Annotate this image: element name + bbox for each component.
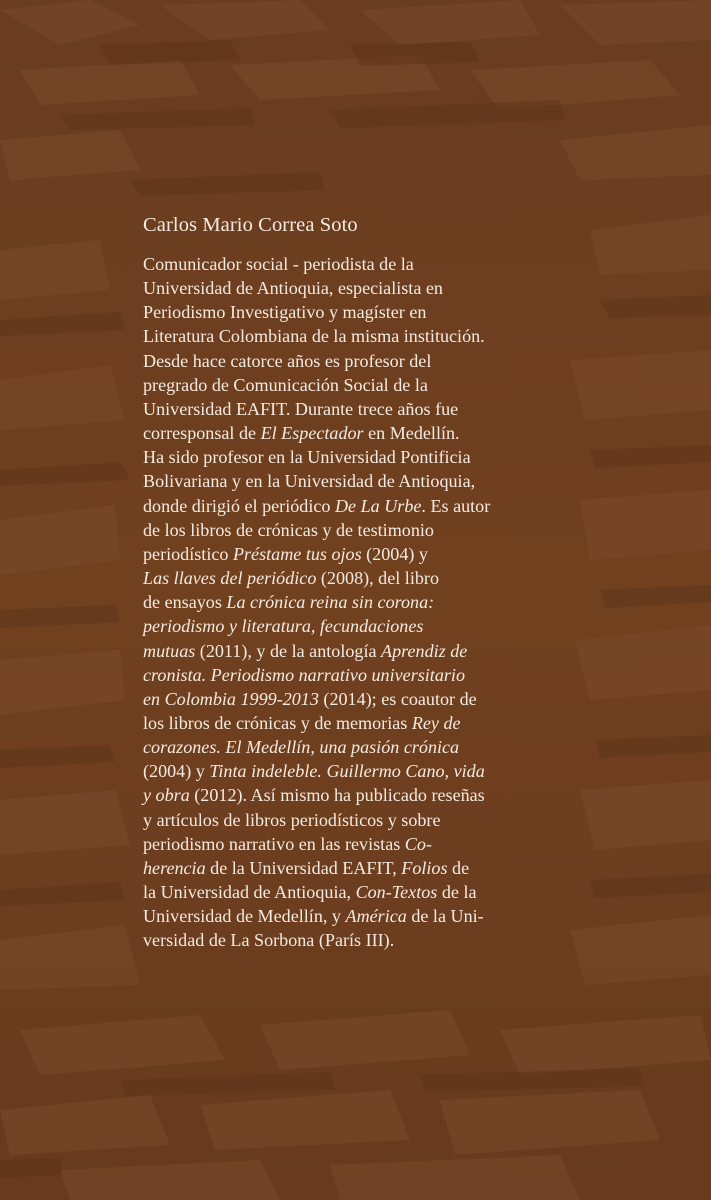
bio-italic-title: Rey de	[411, 712, 461, 733]
bio-text: (2008), del libro	[316, 568, 439, 589]
bio-italic-title: La crónica reina sin corona:	[226, 592, 435, 613]
bio-italic-title: y obra	[143, 785, 190, 806]
bio-text: de ensayos	[143, 592, 227, 613]
bio-line	[143, 590, 543, 614]
bio-line	[143, 735, 543, 759]
bio-text: Universidad EAFIT. Durante trece años fue	[143, 398, 459, 419]
bio-text: corresponsal de	[143, 423, 261, 444]
bio-line	[143, 445, 543, 469]
bio-italic-title: corazones. El Medellín, una pasión crónica	[143, 737, 460, 758]
bio-text: en Medellín.	[363, 423, 460, 444]
author-biography	[143, 252, 543, 953]
bio-text: (2012). Así mismo ha publicado reseñas	[189, 785, 485, 806]
bio-italic-title: Tinta indeleble. Guillermo Cano, vida	[209, 761, 485, 782]
bio-text: . Es autor	[421, 495, 491, 516]
bio-line	[143, 928, 543, 952]
bio-line	[143, 614, 543, 638]
bio-line	[143, 808, 543, 832]
bio-line	[143, 373, 543, 397]
author-name: Carlos Mario Correa Soto	[143, 214, 358, 236]
bio-line	[143, 832, 543, 856]
bio-line	[143, 904, 543, 928]
bio-line	[143, 324, 543, 348]
bio-text: de los libros de crónicas y de testimonio	[143, 519, 434, 540]
bio-italic-title: periodismo y literatura, fecundaciones	[143, 616, 424, 637]
bio-text: pregrado de Comunicación Social de la	[143, 374, 428, 395]
bio-line	[143, 494, 543, 518]
author-bio-block	[143, 212, 543, 953]
bio-text: Periodismo Investigativo y magíster en	[143, 302, 427, 323]
bio-italic-title: Folios	[401, 857, 448, 878]
bio-text: (2004) y	[361, 543, 428, 564]
bio-italic-title: De La Urbe	[334, 495, 422, 516]
bio-text: Desde hace catorce años es profesor del	[143, 350, 432, 371]
bio-text: Literatura Colombiana de la misma institución.	[143, 326, 485, 347]
bio-text: los libros de crónicas y de memorias	[143, 712, 412, 733]
bio-italic-title: Préstame tus ojos	[232, 543, 362, 564]
bio-line	[143, 783, 543, 807]
bio-line	[143, 880, 543, 904]
bio-text: y artículos de libros periodísticos y sobre	[143, 809, 441, 830]
bio-line	[143, 542, 543, 566]
bio-text: la Universidad de Antioquia,	[143, 882, 356, 903]
bio-line	[143, 397, 543, 421]
bio-line	[143, 759, 543, 783]
bio-line	[143, 276, 543, 300]
bio-line	[143, 421, 543, 445]
bio-italic-title: Aprendiz de	[381, 640, 468, 661]
bio-line	[143, 856, 543, 880]
bio-italic-title: El Espectador	[260, 423, 364, 444]
bio-text: donde dirigió el periódico	[143, 495, 335, 516]
bio-line	[143, 349, 543, 373]
bio-text: Bolivariana y en la Universidad de Antioquia,	[143, 471, 476, 492]
bio-italic-title: herencia	[143, 857, 206, 878]
bio-line	[143, 566, 543, 590]
bio-text: periodístico	[143, 543, 233, 564]
bio-text: Ha sido profesor en la Universidad Pontificia	[143, 447, 471, 468]
bio-italic-title: Las llaves del periódico	[143, 568, 317, 589]
bio-text: (2014); es coautor de	[318, 688, 477, 709]
bio-text: Universidad de Antioquia, especialista en	[143, 278, 443, 299]
bio-line	[143, 300, 543, 324]
bio-text: de la Uni-	[406, 906, 484, 927]
bio-line	[143, 252, 543, 276]
bio-line	[143, 639, 543, 663]
bio-line	[143, 687, 543, 711]
bio-line	[143, 518, 543, 542]
bio-italic-title: en Colombia 1999-2013	[143, 688, 319, 709]
bio-text: versidad de La Sorbona (París III).	[143, 930, 395, 951]
bio-line	[143, 469, 543, 493]
bio-italic-title: Con-Textos	[355, 882, 438, 903]
bio-text: Comunicador social - periodista de la	[143, 254, 414, 274]
bio-italic-title: cronista. Periodismo narrativo universitario	[143, 664, 465, 685]
bio-text: Universidad de Medellín, y	[143, 906, 346, 927]
bio-text: de la	[437, 882, 477, 903]
bio-line	[143, 663, 543, 687]
bio-italic-title: mutuas	[143, 640, 196, 661]
bio-text: (2004) y	[143, 761, 210, 782]
bio-italic-title: Co-	[404, 833, 432, 854]
bio-text: de la Universidad EAFIT,	[205, 857, 402, 878]
bio-text: periodismo narrativo en las revistas	[143, 833, 405, 854]
bio-italic-title: América	[345, 906, 407, 927]
bio-line	[143, 711, 543, 735]
bio-text: de	[447, 857, 470, 878]
bio-text: (2011), y de la antología	[195, 640, 382, 661]
